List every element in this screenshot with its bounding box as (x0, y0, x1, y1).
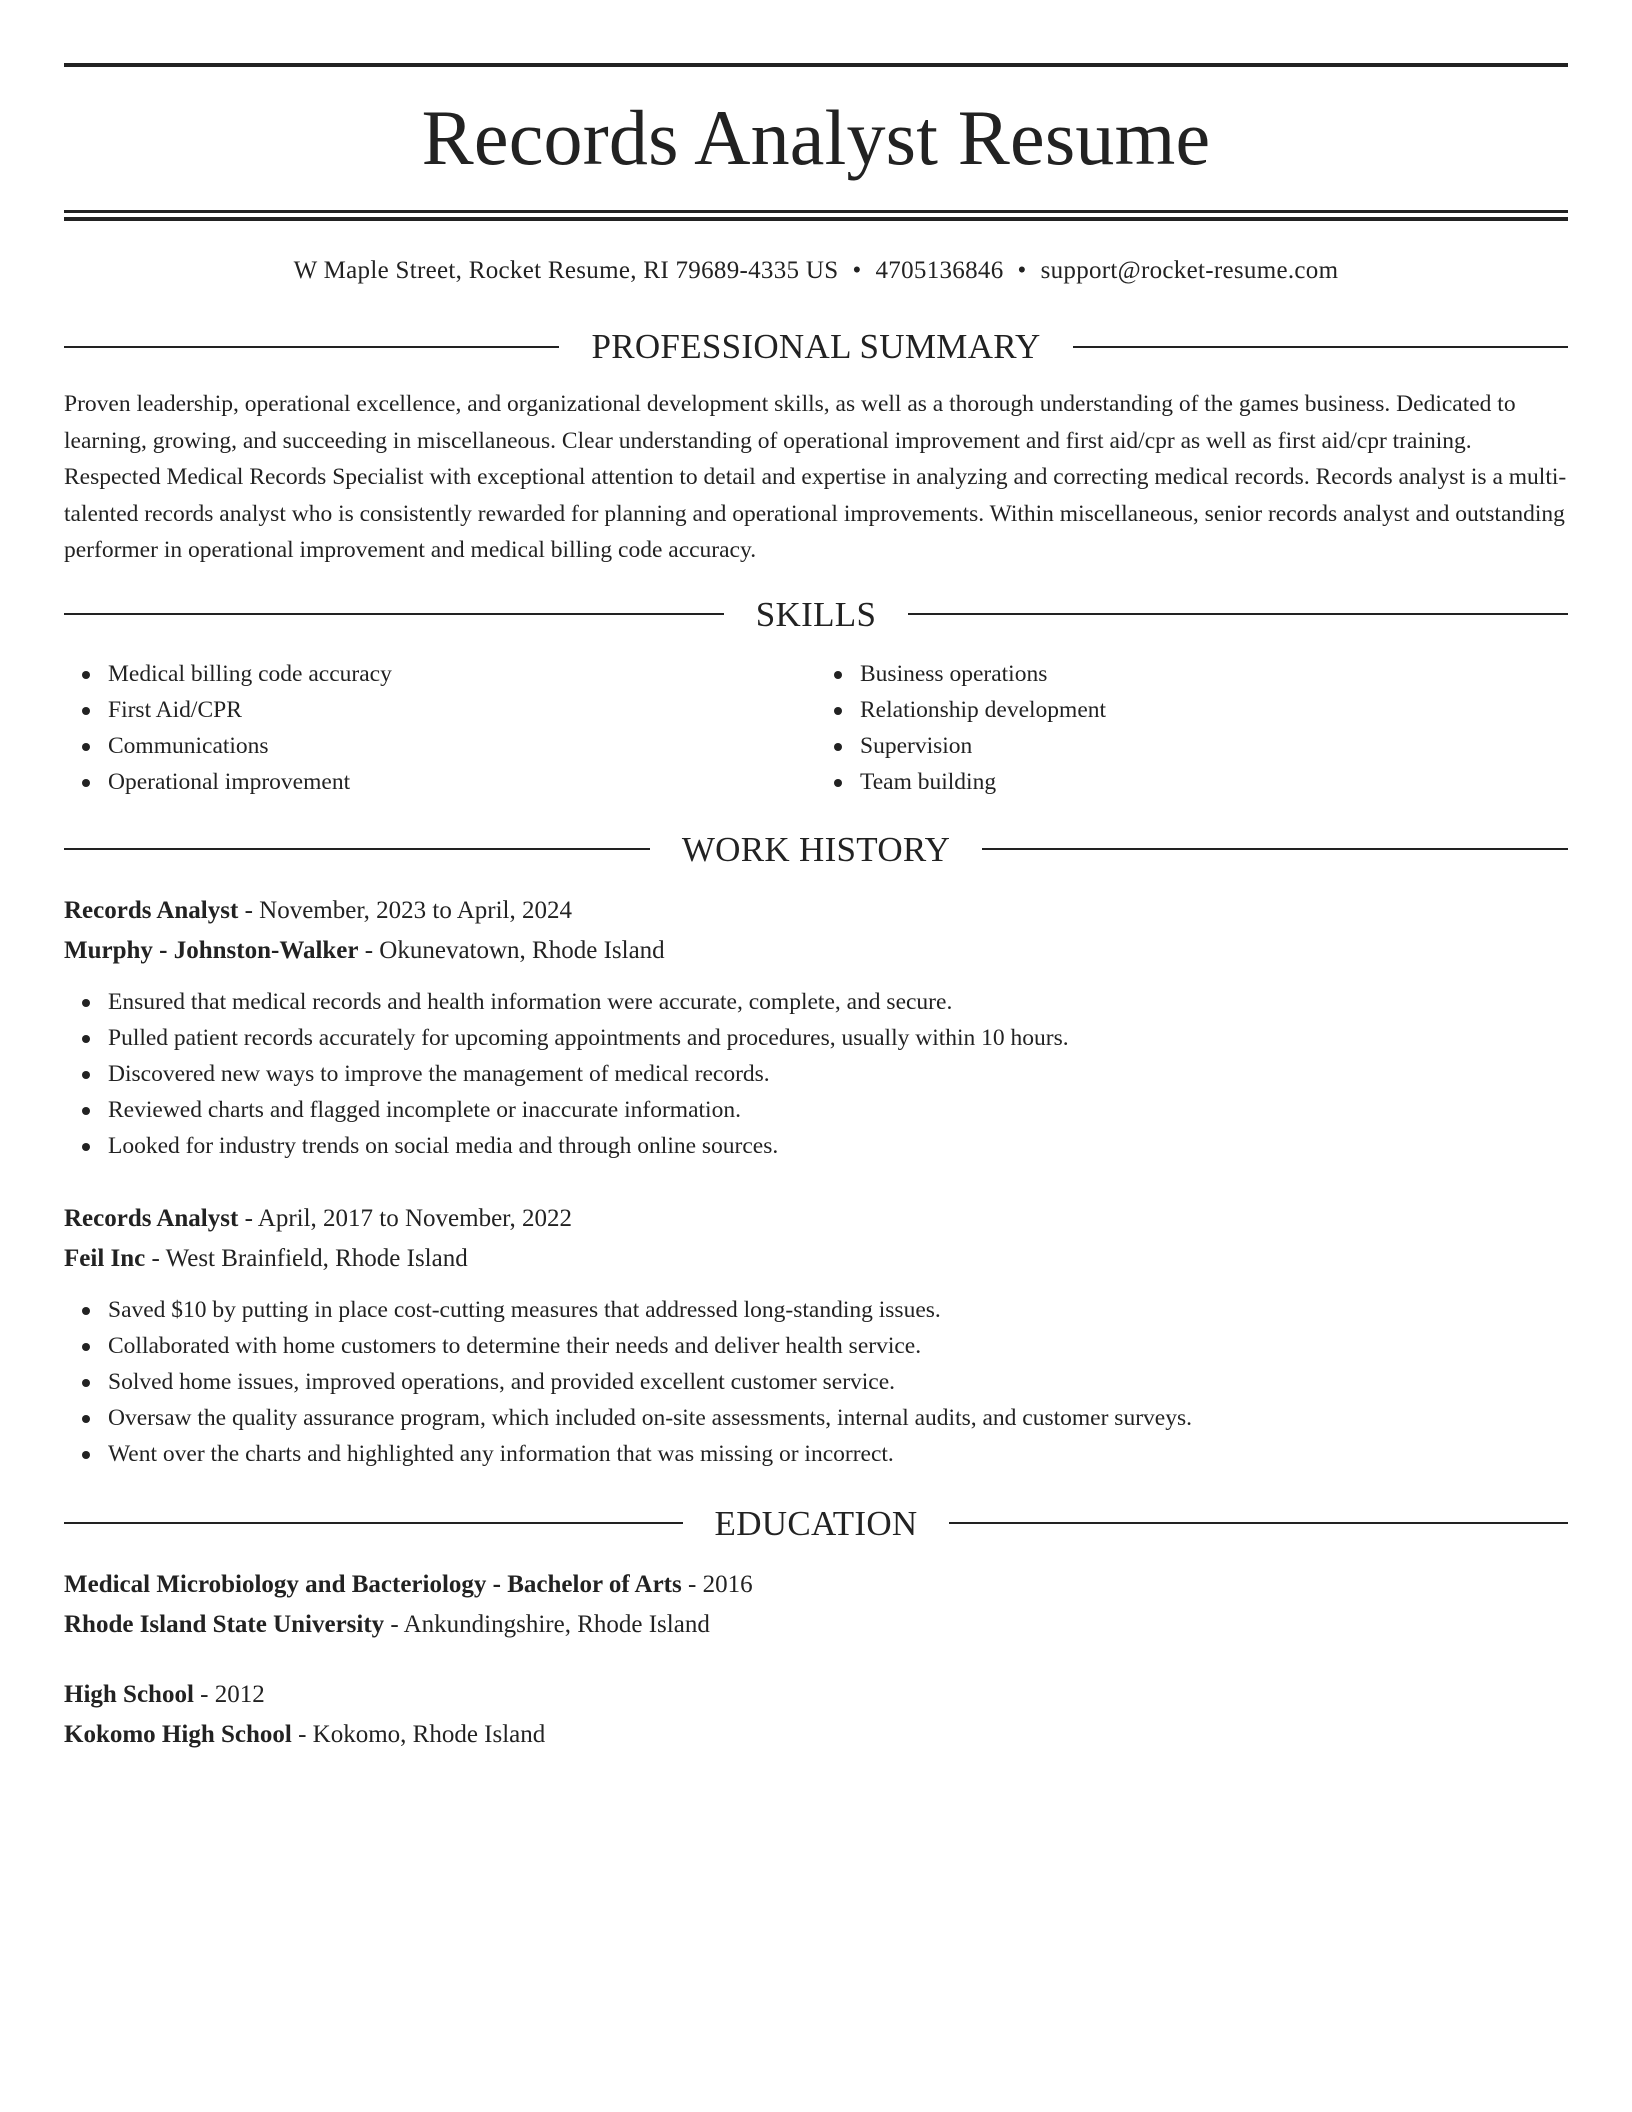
job-employer: Feil Inc (64, 1244, 146, 1272)
skill-item: Medical billing code accuracy (108, 656, 816, 692)
job-title-line (64, 1199, 1568, 1239)
job-title: Records Analyst (64, 1204, 239, 1232)
section-title-skills: SKILLS (755, 594, 877, 634)
education-year: - 2012 (193, 1680, 265, 1708)
section-rule-right (949, 1522, 1568, 1524)
title-double-rule (64, 210, 1568, 221)
job-duty-item: Ensured that medical records and health information were accurate, complete, and secure. (108, 984, 1568, 1020)
skill-item: First Aid/CPR (108, 692, 816, 728)
skill-item: Supervision (860, 728, 1568, 764)
skills-list (64, 656, 1568, 800)
education-school-line (64, 1605, 1568, 1645)
skills-column-right (816, 656, 1568, 800)
summary-text: Proven leadership, operational excellence, and organizational development skills, as well as a thorough understanding of the games business. Dedicated to learning, growing, and succeeding in miscellaneous. Clear understanding of operational improvement and first aid/cpr as well as first aid/cpr training. Respected Medical Records Specialist with exceptional attention to detail and expertise in analyzing and correcting medical records. Records analyst is a multi-talented records analyst who is consistently rewarded for planning and operational improvements. Within miscellaneous, senior records analyst and outstanding performer in operational improvement and medical billing code accuracy. (64, 391, 1567, 563)
page-title: Records Analyst Resume (421, 94, 1211, 181)
skill-item: Business operations (860, 656, 1568, 692)
contact-phone: 4705136846 (875, 257, 1004, 284)
section-title-education: EDUCATION (714, 1503, 918, 1543)
job-duty-item: Solved home issues, improved operations, and provided excellent customer service. (108, 1364, 1568, 1400)
education-degree-line (64, 1565, 1568, 1605)
education-location: - Ankundingshire, Rhode Island (384, 1610, 710, 1638)
skill-item: Communications (108, 728, 816, 764)
section-rule-left (64, 1522, 683, 1524)
job-duty-item: Saved $10 by putting in place cost-cutting measures that addressed long-standing issues. (108, 1292, 1568, 1328)
job-title-line (64, 891, 1568, 931)
education-school-line (64, 1715, 1568, 1755)
skill-item: Relationship development (860, 692, 1568, 728)
job-entry (64, 1199, 1568, 1472)
contact-email: support@rocket-resume.com (1040, 257, 1339, 284)
job-duty-item: Collaborated with home customers to determine their needs and deliver health service. (108, 1328, 1568, 1364)
contact-separator: • (852, 257, 862, 284)
section-header-education (64, 1503, 1568, 1543)
education-degree: High School (64, 1680, 194, 1708)
skill-item: Team building (860, 764, 1568, 800)
education-degree-line (64, 1675, 1568, 1715)
top-rule (64, 63, 1568, 67)
education-year: - 2016 (681, 1570, 753, 1598)
section-rule-left (64, 613, 724, 615)
job-location: - Okunevatown, Rhode Island (358, 936, 665, 964)
job-duty-item: Oversaw the quality assurance program, which included on-site assessments, internal audits, and customer surveys. (108, 1400, 1568, 1436)
section-rule-right (908, 613, 1568, 615)
contact-line (64, 258, 1568, 283)
job-dates: - April, 2017 to November, 2022 (238, 1204, 572, 1232)
section-rule-right (982, 848, 1568, 850)
education-school: Kokomo High School (64, 1720, 292, 1748)
job-employer-line (64, 1239, 1568, 1279)
section-header-skills (64, 594, 1568, 634)
section-rule-right (1073, 346, 1568, 348)
education-entry (64, 1675, 1568, 1755)
job-dates: - November, 2023 to April, 2024 (238, 896, 572, 924)
education-degree: Medical Microbiology and Bacteriology - Bachelor of Arts (64, 1570, 682, 1598)
skill-item: Operational improvement (108, 764, 816, 800)
contact-separator: • (1017, 257, 1027, 284)
job-duties (64, 1292, 1568, 1472)
job-duty-item: Went over the charts and highlighted any information that was missing or incorrect. (108, 1436, 1568, 1472)
section-title-work: WORK HISTORY (681, 829, 951, 869)
education-school: Rhode Island State University (64, 1610, 385, 1638)
job-duty-item: Discovered new ways to improve the management of medical records. (108, 1056, 1568, 1092)
job-duties (64, 984, 1568, 1164)
job-employer: Murphy - Johnston-Walker (64, 936, 359, 964)
skills-column-left (64, 656, 816, 800)
education-location: - Kokomo, Rhode Island (291, 1720, 546, 1748)
job-location: - West Brainfield, Rhode Island (145, 1244, 468, 1272)
job-entry (64, 891, 1568, 1164)
section-header-work (64, 829, 1568, 869)
job-duty-item: Reviewed charts and flagged incomplete or inaccurate information. (108, 1092, 1568, 1128)
section-header-summary (64, 329, 1568, 364)
job-employer-line (64, 931, 1568, 971)
job-duty-item: Pulled patient records accurately for upcoming appointments and procedures, usually within 10 hours. (108, 1020, 1568, 1056)
section-rule-left (64, 346, 559, 348)
job-duty-item: Looked for industry trends on social media and through online sources. (108, 1128, 1568, 1164)
contact-address: W Maple Street, Rocket Resume, RI 79689-4335 US (293, 257, 839, 284)
education-entry (64, 1565, 1568, 1645)
section-rule-left (64, 848, 650, 850)
job-title: Records Analyst (64, 896, 239, 924)
section-title-summary: PROFESSIONAL SUMMARY (591, 327, 1041, 366)
